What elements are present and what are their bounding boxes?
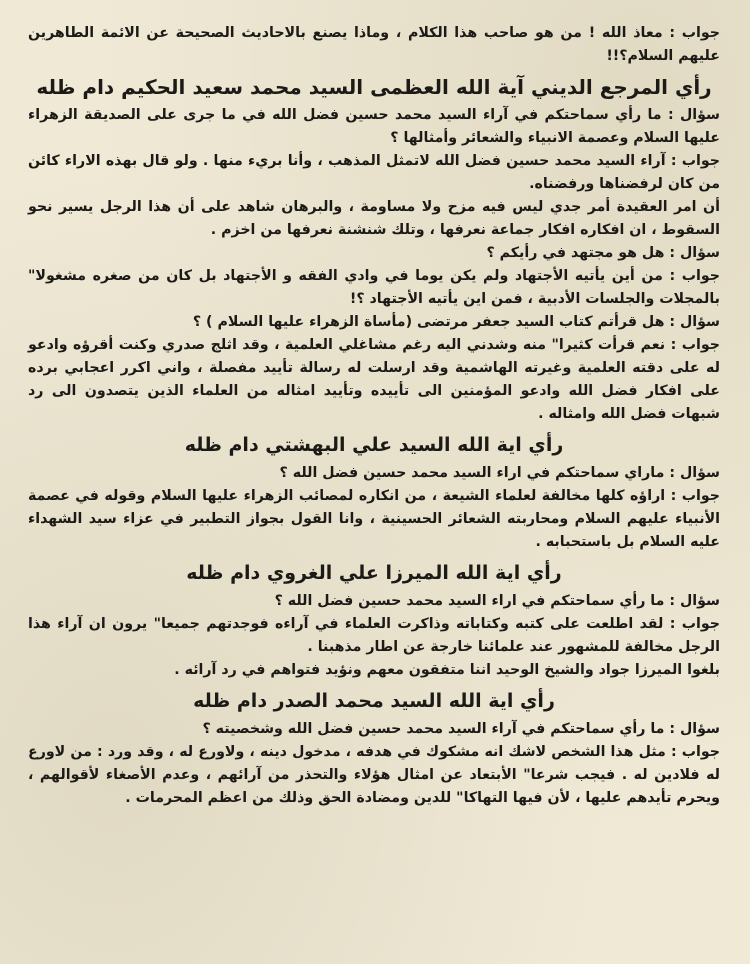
section-title-sadr: رأي اية الله السيد محمد الصدر دام ظله [193,690,555,712]
section-hakim [28,73,720,426]
answer-paragraph: جواب : نعم قرأت كثيرا" منه وشدني اليه رغم مشاغلي العلمية ، وقد اثلج صدري وكنت أقرؤه وادعو له على دقته العلمية وغيرته الهاشمية وقد ارسلت له رسالة تأييد مفصلة ، واني اكرر اعجابي برده على افكار فضل الله وادعو المؤمنين الى تأييده وتأييد امثاله من العلماء الذين يتصدون الى رد شبهات فضل الله وامثاله . [28,337,720,422]
section-sadr [28,687,720,810]
answer-paragraph: جواب : مثل هذا الشخص لاشك انه مشكوك في هدفه ، مدخول دينه ، ولاورع له ، وقد ورد : من لاورع له فلادين له . فيجب شرعا" الأبتعاد عن امثال هؤلاء والتحذر من آرائهم ، وعدم الأصغاء لأقوالهم ، ويحرم تأيدهم عليها ، لأن فيها التهاكا" للدين ومضادة الحق وذلك من اعظم المحرمات . [28,744,720,806]
question-paragraph: سؤال : هل هو مجتهد في رأيكم ؟ [486,245,720,261]
section-title-hakim: رأي المرجع الديني آية الله العظمى السيد محمد سعيد الحكيم دام ظله [36,75,712,99]
intro-answer: جواب : معاذ الله ! من هو صاحب هذا الكلام ، وماذا يصنع بالاحاديث الصحيحة عن الائمة الطاهرين عليهم السلام؟!! [28,25,720,64]
answer-paragraph: جواب : اراؤه كلها مخالفة لعلماء الشيعة ، من انكاره لمصائب الزهراء عليها السلام وقوله في عصمة الأنبياء عليهم السلام ومحاربته الشعائر الحسينية ، وانا القول بجواز التطبير في عزاء سيد الشهداء عليه السلام بل باستحبابه . [28,488,720,550]
question-paragraph: سؤال : ماراي سماحتكم في اراء السيد محمد حسين فضل الله ؟ [279,465,720,481]
answer-paragraph: جواب : آراء السيد محمد حسين فضل الله لاتمثل المذهب ، وأنا بريء منها . ولو قال بهذه الاراء كائن من كان لرفضناها ورفضناه. [28,153,720,192]
question-paragraph: سؤال : ما رأي سماحتكم في آراء السيد محمد حسين فضل الله وشخصيته ؟ [202,721,720,737]
section-title-bahashti: رأي اية الله السيد علي البهشتي دام ظله [184,434,564,456]
section-gharawi [28,559,720,682]
section-title-gharawi: رأي اية الله الميرزا علي الغروي دام ظله [186,562,562,584]
question-paragraph: سؤال : ما رأي سماحتكم في آراء السيد محمد حسين فضل الله في ما جرى على الصديقة الزهراء عليها السلام وعصمة الانبياء والشعائر وأمثالها ؟ [28,107,720,146]
section-bahashti [28,431,720,554]
answer-paragraph: جواب : لقد اطلعت على كتبه وكتاباته وذاكرت العلماء في آراءه فوجدتهم جميعا" يرون ان آراء هذا الرجل مخالفة للمشهور عند علمائنا خارجة عن اطار مذهبنا . [28,616,720,655]
question-paragraph: سؤال : ما رأي سماحتكم في اراء السيد محمد حسين فضل الله ؟ [274,593,720,609]
question-paragraph: سؤال : هل قرأتم كتاب السيد جعفر مرتضى (مأساة الزهراء عليها السلام ) ؟ [192,314,720,330]
body-paragraph: أن امر العقيدة أمر جدي ليس فيه مزح ولا مساومة ، والبرهان شاهد على أن هذا الرجل يسير نحو السقوط ، ان افكاره افكار جماعة نعرفها ، وتلك شنشنة نعرفها من اخزم . [28,199,720,238]
answer-paragraph: جواب : من أين يأتيه الأجتهاد ولم يكن يوما في وادي الفقه و الأجتهاد بل كان من صغره مشغولا" بالمجلات والجلسات الأدبية ، فمن اين يأتيه الأجتهاد ؟! [28,268,720,307]
body-paragraph: بلغوا الميرزا جواد والشيخ الوحيد اننا متفقون معهم ونؤيد فتواهم في رد آرائه . [174,662,720,678]
